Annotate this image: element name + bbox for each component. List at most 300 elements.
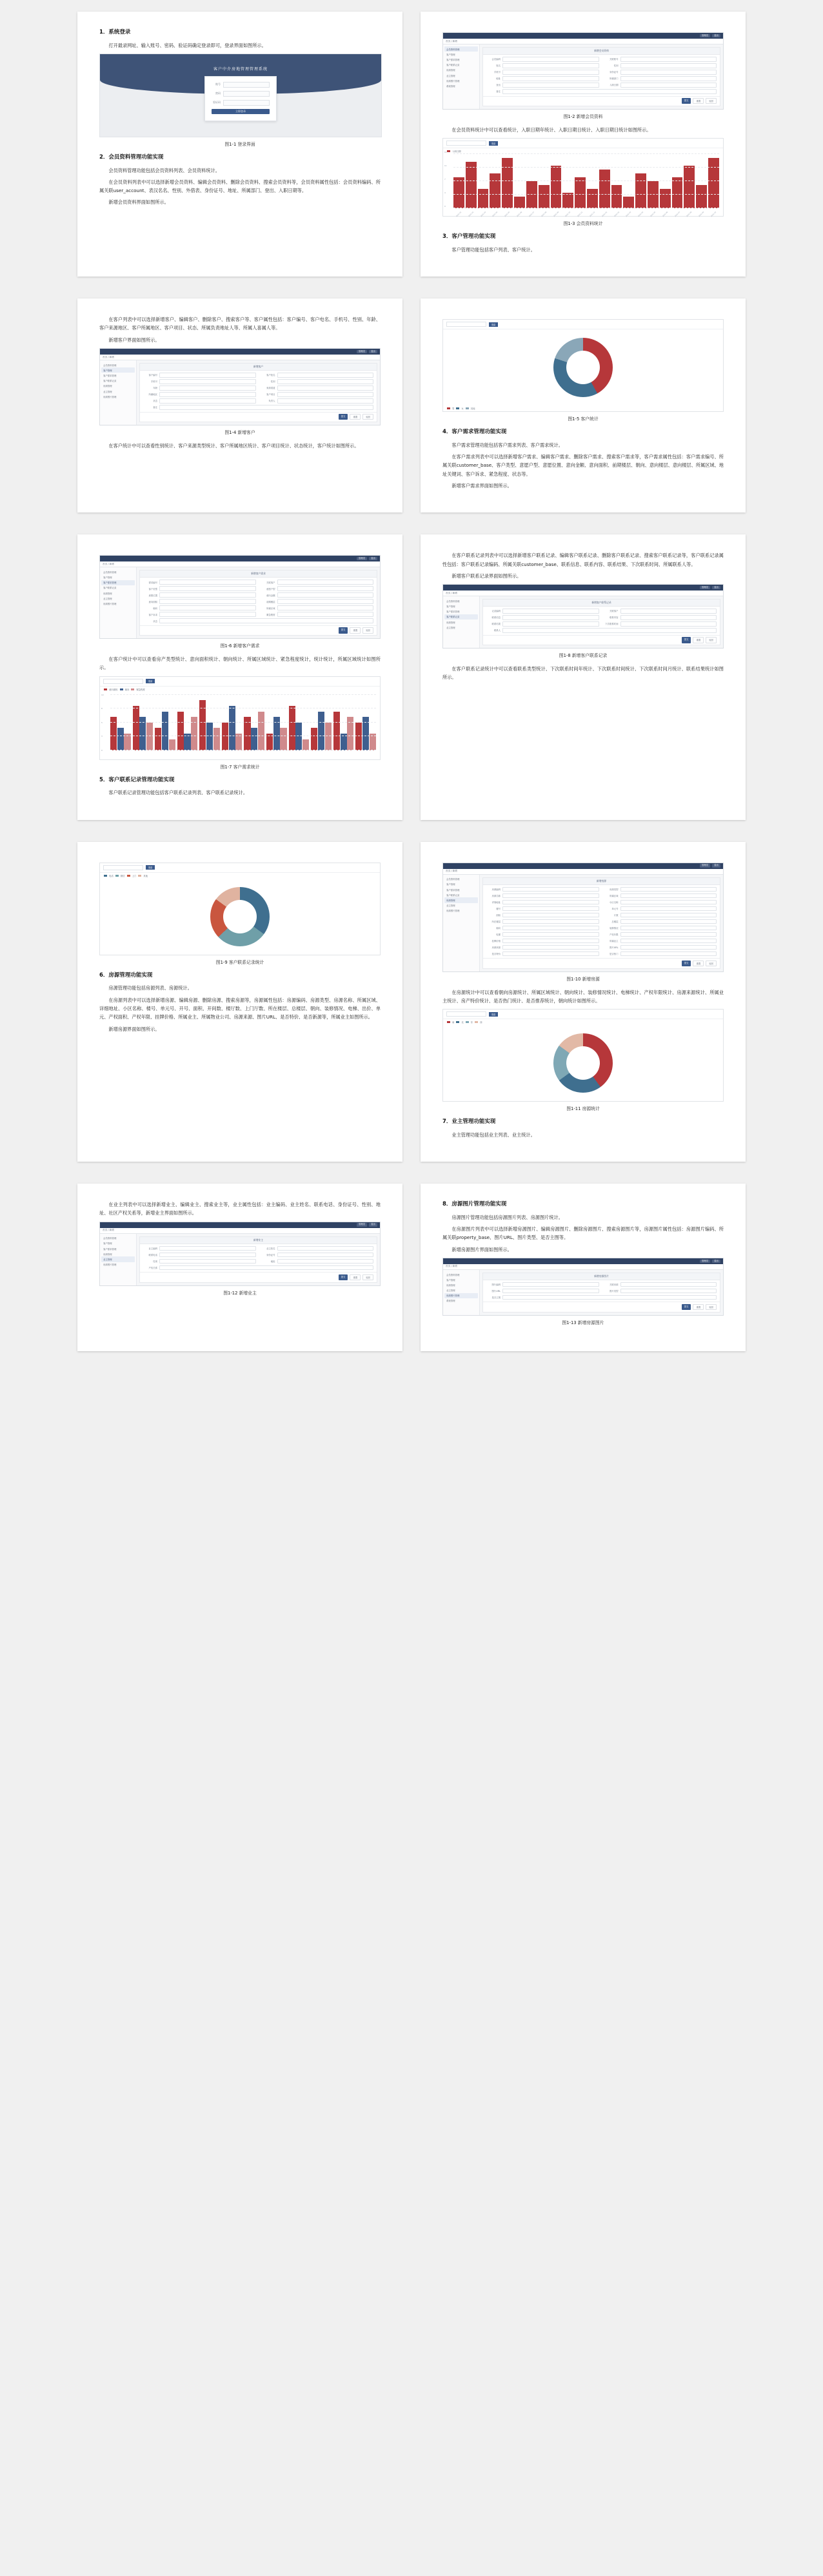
chart-filter-input[interactable] xyxy=(446,141,486,146)
submit-button[interactable]: 提交 xyxy=(682,637,691,643)
form-rows xyxy=(483,55,720,96)
x-axis-tick: 2021-02 xyxy=(468,211,474,218)
sidebar-item-owner[interactable]: 业主管理 xyxy=(103,390,112,393)
bar xyxy=(562,193,573,208)
field-input[interactable] xyxy=(277,398,374,404)
topbar-logout-button[interactable]: 退出 xyxy=(369,1223,377,1226)
paragraph: 在客户统计中可以查看房产类型统计、意向面积统计、朝向统计、所属区域统计、紧急程度统计，统计统计，所属区域统计如图所示。 xyxy=(99,656,381,671)
field-input[interactable] xyxy=(502,609,599,614)
submit-button[interactable]: 提交 xyxy=(339,1274,348,1280)
field-input[interactable] xyxy=(502,1282,599,1287)
field-input[interactable] xyxy=(159,612,256,617)
form-row xyxy=(143,405,373,410)
form-row xyxy=(143,398,256,404)
sidebar-item-owner[interactable]: 业主管理 xyxy=(446,1289,455,1293)
field-input[interactable] xyxy=(277,373,374,378)
field-label: 房源名称 xyxy=(491,894,501,897)
chart-search-button[interactable]: 搜索 xyxy=(489,322,498,327)
field-label: 联系电话 xyxy=(148,1253,157,1256)
submit-button[interactable]: 提交 xyxy=(339,627,348,633)
form-row xyxy=(604,919,717,924)
x-axis-tick: 2021-01 xyxy=(455,211,462,218)
bar xyxy=(696,185,707,208)
field-input[interactable] xyxy=(159,1253,256,1258)
sidebar-item-photo[interactable]: 房源图片管理 xyxy=(103,395,117,398)
topbar-logout-button[interactable]: 退出 xyxy=(712,1260,720,1263)
topbar-user-button[interactable]: 管理员 xyxy=(357,350,367,353)
form-row xyxy=(261,1253,374,1258)
x-axis-tick: 2022-05 xyxy=(649,211,657,218)
form-row xyxy=(486,628,717,633)
login-label-password: 密码 xyxy=(215,92,221,95)
field-input[interactable] xyxy=(277,599,374,604)
form-row xyxy=(486,919,599,924)
sidebar-item-member[interactable]: 会员资料管理 xyxy=(103,364,117,367)
field-label: 挂牌价格 xyxy=(491,939,501,942)
paragraph: 新增客户界面如图所示。 xyxy=(108,337,160,343)
field-input[interactable] xyxy=(159,392,256,397)
reset-button[interactable]: 重置 xyxy=(350,627,361,633)
bar xyxy=(355,723,362,750)
form-row xyxy=(261,1259,374,1264)
form-row xyxy=(143,599,256,604)
section-title: 房源图片管理功能实现 xyxy=(451,1201,507,1208)
field-label: 总楼层 xyxy=(611,920,619,923)
form-title: 新增房源 xyxy=(483,878,720,885)
section-heading xyxy=(442,233,724,242)
field-input[interactable] xyxy=(277,592,374,598)
figure-caption: 图1-10 新增房源 xyxy=(566,976,600,982)
section-title: 业主管理功能实现 xyxy=(451,1118,496,1126)
field-input[interactable] xyxy=(159,1246,256,1251)
sheet-9 xyxy=(77,1184,402,1351)
sidebar-item-property[interactable]: 房源管理 xyxy=(444,897,478,903)
submit-button[interactable]: 提交 xyxy=(339,414,348,420)
sidebar-item-demand[interactable]: 客户需求管理 xyxy=(101,580,135,585)
field-label: 详细地址 xyxy=(491,901,501,904)
sidebar-item-photo[interactable]: 房源图片管理 xyxy=(446,910,460,913)
field-label: 关联客户 xyxy=(609,610,619,613)
field-input[interactable] xyxy=(620,913,717,918)
form-row xyxy=(604,57,717,62)
sidebar-item-property[interactable]: 房源管理 xyxy=(446,1283,455,1287)
field-input[interactable] xyxy=(502,939,599,944)
paragraph: 业主管理功能包括业主列表、业主统计。 xyxy=(451,1131,535,1138)
field-input[interactable] xyxy=(159,1259,256,1264)
chart-filter-input[interactable] xyxy=(103,865,143,870)
sidebar-item-demand[interactable]: 客户需求管理 xyxy=(446,610,460,614)
sidebar-item-customer[interactable]: 客户管理 xyxy=(446,883,455,886)
chart-search-button[interactable]: 搜索 xyxy=(489,1012,498,1017)
field-input[interactable] xyxy=(620,887,717,892)
topbar-logout-button[interactable]: 退出 xyxy=(369,557,377,560)
sidebar-item-contact[interactable]: 客户联系记录 xyxy=(444,614,478,620)
field-label: 下次联系时间 xyxy=(605,623,619,626)
form-row xyxy=(604,932,717,937)
field-label: 单元号 xyxy=(611,907,619,910)
sidebar-item-member[interactable]: 会员资料管理 xyxy=(446,878,460,881)
sidebar-item-property[interactable]: 房源管理 xyxy=(103,385,112,388)
field-input[interactable] xyxy=(277,1253,374,1258)
form-row xyxy=(261,398,374,404)
reset-button[interactable]: 重置 xyxy=(350,414,361,420)
field-input[interactable] xyxy=(502,919,599,924)
field-label: 性别 xyxy=(270,380,275,384)
x-axis-tick: 2021-03 xyxy=(480,211,486,218)
field-input[interactable] xyxy=(277,612,374,617)
back-button[interactable]: 返回 xyxy=(706,98,717,104)
field-input[interactable] xyxy=(159,385,256,391)
field-label: 厅数 xyxy=(613,913,619,917)
legend-color-swatch xyxy=(456,1021,459,1023)
field-input[interactable] xyxy=(620,932,717,937)
login-input-password[interactable] xyxy=(223,91,270,97)
sidebar-item-demand[interactable]: 客户需求管理 xyxy=(103,375,117,377)
login-title: 客户中介房地管理管理系统 xyxy=(213,66,268,72)
field-label: 业主编码 xyxy=(148,1247,157,1250)
login-input-account[interactable] xyxy=(223,82,270,88)
field-input[interactable] xyxy=(159,592,256,598)
bar xyxy=(708,158,719,208)
form-row xyxy=(486,951,599,957)
x-axis-tick: 2022-08 xyxy=(686,211,693,218)
field-input[interactable] xyxy=(159,1265,373,1271)
field-input[interactable] xyxy=(620,900,717,905)
field-input[interactable] xyxy=(620,615,717,620)
legend-label: 西 xyxy=(480,1021,482,1024)
back-button[interactable]: 返回 xyxy=(706,637,717,643)
field-label: 紧急程度 xyxy=(266,613,275,616)
form-row xyxy=(604,926,717,931)
sidebar-item-system[interactable]: 系统管理 xyxy=(446,1300,455,1303)
app-topbar xyxy=(443,585,723,590)
sidebar-item-customer[interactable]: 客户管理 xyxy=(103,1242,112,1245)
login-row-captcha xyxy=(212,100,270,106)
submit-button[interactable]: 提交 xyxy=(682,98,691,104)
y-axis-label: 11 xyxy=(444,164,447,168)
reset-button[interactable]: 重置 xyxy=(350,1274,361,1280)
field-label: 图片类型 xyxy=(609,1290,619,1293)
sidebar-item-owner[interactable]: 业主管理 xyxy=(101,1256,135,1262)
field-input[interactable] xyxy=(277,1259,374,1264)
sidebar-item-contact[interactable]: 客户联系记录 xyxy=(446,893,460,897)
figure-caption: 图1-9 客户联系记录统计 xyxy=(215,959,264,965)
app-body xyxy=(100,360,380,425)
field-input[interactable] xyxy=(502,926,599,931)
chart-filter-input[interactable] xyxy=(446,322,486,327)
submit-button[interactable]: 提交 xyxy=(682,961,691,966)
form-row xyxy=(143,586,256,591)
login-row-password xyxy=(212,91,270,97)
field-input[interactable] xyxy=(620,893,717,899)
form-row xyxy=(604,906,717,912)
back-button[interactable]: 返回 xyxy=(362,1274,373,1280)
breadcrumb: 首页 / 新增 xyxy=(446,1265,457,1268)
legend-label: 北 xyxy=(461,1021,464,1024)
login-submit-button[interactable]: 立即登录 xyxy=(212,109,270,114)
field-label: 意愿位置 xyxy=(148,594,157,597)
sidebar-item-property[interactable]: 房源管理 xyxy=(103,1253,112,1256)
topbar-logout-button[interactable]: 退出 xyxy=(369,350,377,353)
field-input[interactable] xyxy=(502,621,599,627)
field-label: 性别 xyxy=(153,1260,157,1263)
field-input[interactable] xyxy=(502,83,599,88)
chart-search-button[interactable]: 搜索 xyxy=(489,141,498,146)
sheet-2 xyxy=(421,12,746,277)
field-input[interactable] xyxy=(620,609,717,614)
figure-add-photo xyxy=(442,1258,724,1316)
form-row xyxy=(143,592,256,598)
field-input[interactable] xyxy=(620,939,717,944)
legend-color-swatch xyxy=(456,407,459,409)
sidebar-item-demand[interactable]: 客户需求管理 xyxy=(446,888,460,892)
sidebar-item-customer[interactable]: 客户管理 xyxy=(103,576,112,580)
field-input[interactable] xyxy=(277,1246,374,1251)
form-rows xyxy=(140,1244,377,1273)
reset-button[interactable]: 重置 xyxy=(693,1304,704,1310)
field-label: 手机号 xyxy=(150,380,157,384)
sidebar-item-owner[interactable]: 业主管理 xyxy=(103,597,112,600)
field-input[interactable] xyxy=(159,405,373,410)
sidebar-item-owner[interactable]: 业主管理 xyxy=(446,74,455,77)
field-input[interactable] xyxy=(277,379,374,384)
figure-caption: 图1-6 新增客户需求 xyxy=(220,643,260,649)
sidebar-item-contact[interactable]: 客户联系记录 xyxy=(103,587,117,590)
legend-color-swatch xyxy=(447,407,450,409)
field-input[interactable] xyxy=(502,951,599,957)
form-row xyxy=(261,605,374,610)
field-input[interactable] xyxy=(620,951,717,957)
back-button[interactable]: 返回 xyxy=(706,1304,717,1310)
field-input[interactable] xyxy=(620,1289,717,1294)
app-topbar xyxy=(100,556,380,561)
form-card xyxy=(139,363,377,422)
figure-customer-stats xyxy=(442,319,724,412)
field-input[interactable] xyxy=(159,605,256,610)
chart-search-button[interactable]: 搜索 xyxy=(146,679,155,683)
sidebar-item-property[interactable]: 房源管理 xyxy=(446,621,455,624)
field-input[interactable] xyxy=(277,385,374,391)
field-input[interactable] xyxy=(620,945,717,950)
sidebar-item-member[interactable]: 会员资料管理 xyxy=(446,600,460,603)
bar xyxy=(648,181,659,208)
y-axis-label: 10 xyxy=(101,693,104,696)
field-label: 记录编码 xyxy=(491,610,501,613)
form-row xyxy=(486,70,599,75)
field-input[interactable] xyxy=(620,76,717,81)
field-input[interactable] xyxy=(502,63,599,68)
field-input[interactable] xyxy=(620,70,717,75)
sidebar-item-contact[interactable]: 客户联系记录 xyxy=(103,380,117,383)
sidebar-item-demand[interactable]: 客户需求管理 xyxy=(103,1247,117,1251)
field-input[interactable] xyxy=(277,580,374,585)
field-input[interactable] xyxy=(502,70,599,75)
sidebar-item-customer[interactable]: 客户管理 xyxy=(446,605,455,608)
sidebar-item-owner[interactable]: 业主管理 xyxy=(446,626,455,629)
field-input[interactable] xyxy=(620,1282,717,1287)
app-breadcrumb-bar xyxy=(100,561,380,567)
form-title: 新增业主 xyxy=(140,1237,377,1244)
legend-label: 东 xyxy=(470,1021,473,1024)
topbar-logout-button[interactable]: 退出 xyxy=(712,34,720,37)
bar xyxy=(206,723,213,750)
field-label: 状态 xyxy=(153,620,157,623)
field-input[interactable] xyxy=(620,621,717,627)
field-input[interactable] xyxy=(277,586,374,591)
chart-filter-input[interactable] xyxy=(446,1011,486,1017)
field-label: 所属区域 xyxy=(609,894,619,897)
sidebar-item-photo[interactable]: 房源图片管理 xyxy=(103,1264,117,1267)
app-body xyxy=(443,1270,723,1315)
field-label: 所属业主 xyxy=(609,939,619,942)
app-sidebar xyxy=(443,1270,480,1315)
form-row xyxy=(486,932,599,937)
bar xyxy=(222,723,228,750)
back-button[interactable]: 返回 xyxy=(362,627,373,633)
field-input[interactable] xyxy=(620,926,717,931)
chart-toolbar xyxy=(443,320,723,329)
figure-add-property xyxy=(442,863,724,972)
sidebar-item-customer[interactable]: 客户管理 xyxy=(101,367,135,373)
back-button[interactable]: 返回 xyxy=(706,961,717,966)
field-input[interactable] xyxy=(502,887,599,892)
chart-search-button[interactable]: 搜索 xyxy=(146,865,155,870)
field-label: 客户编号 xyxy=(148,374,157,377)
field-input[interactable] xyxy=(620,906,717,912)
sidebar-item-member[interactable]: 会员资料管理 xyxy=(446,1273,460,1276)
field-input[interactable] xyxy=(159,580,256,585)
section-title: 客户联系记录管理功能实现 xyxy=(108,776,175,783)
field-input[interactable] xyxy=(277,605,374,610)
topbar-logout-button[interactable]: 退出 xyxy=(712,586,720,589)
sidebar-item-customer[interactable]: 客户管理 xyxy=(446,53,455,56)
field-input[interactable] xyxy=(502,893,599,899)
field-label: 房源来源 xyxy=(491,946,501,949)
bar xyxy=(539,185,550,208)
field-label: 所属区域 xyxy=(266,607,275,610)
topbar-logout-button[interactable]: 退出 xyxy=(712,864,720,867)
reset-button[interactable]: 重置 xyxy=(693,98,704,104)
topbar-user-button[interactable]: 管理员 xyxy=(357,1223,367,1226)
form-row xyxy=(143,1246,256,1251)
field-label: 装修情况 xyxy=(609,926,619,930)
field-input[interactable] xyxy=(502,913,599,918)
field-input[interactable] xyxy=(620,919,717,924)
field-input[interactable] xyxy=(502,906,599,912)
reset-button[interactable]: 重置 xyxy=(693,637,704,643)
form-row xyxy=(261,379,374,384)
field-input[interactable] xyxy=(277,392,374,397)
form-row xyxy=(261,612,374,617)
back-button[interactable]: 返回 xyxy=(362,414,373,420)
form-row xyxy=(604,893,717,899)
form-rows xyxy=(483,1280,720,1302)
topbar-user-button[interactable]: 管理员 xyxy=(700,586,710,589)
reset-button[interactable]: 重置 xyxy=(693,961,704,966)
field-input[interactable] xyxy=(159,373,256,378)
field-input[interactable] xyxy=(502,89,717,94)
field-label: 来源渠道 xyxy=(266,387,275,390)
figure-member-stats xyxy=(442,138,724,217)
field-input[interactable] xyxy=(502,57,599,62)
topbar-user-button[interactable]: 管理员 xyxy=(700,34,710,37)
field-input[interactable] xyxy=(620,57,717,62)
field-input[interactable] xyxy=(502,932,599,937)
field-input[interactable] xyxy=(502,945,599,950)
topbar-user-button[interactable]: 管理员 xyxy=(700,864,710,867)
bar xyxy=(660,189,671,208)
bar-cluster xyxy=(333,712,354,750)
field-label: 小区名称 xyxy=(609,901,619,904)
app-main xyxy=(137,1234,380,1285)
field-input[interactable] xyxy=(502,1289,599,1294)
field-input[interactable] xyxy=(620,63,717,68)
form-row xyxy=(604,887,717,892)
submit-button[interactable]: 提交 xyxy=(682,1304,691,1310)
app-body xyxy=(100,567,380,638)
field-input[interactable] xyxy=(620,83,717,88)
bar xyxy=(280,728,286,750)
sidebar-item-member[interactable]: 会员资料管理 xyxy=(444,46,478,52)
sidebar-item-demand[interactable]: 客户需求管理 xyxy=(446,58,460,61)
form-row xyxy=(486,57,599,62)
field-input[interactable] xyxy=(502,76,599,81)
sidebar-item-property[interactable]: 房源管理 xyxy=(103,592,112,595)
field-input[interactable] xyxy=(502,1295,717,1300)
figure-caption: 图1-8 新增客户联系记录 xyxy=(559,653,608,659)
sidebar-item-member[interactable]: 会员资料管理 xyxy=(103,1237,117,1240)
section-heading xyxy=(99,28,381,37)
field-input[interactable] xyxy=(502,628,717,633)
form-row xyxy=(604,609,717,614)
sidebar-item-member[interactable]: 会员资料管理 xyxy=(103,571,117,574)
field-input[interactable] xyxy=(502,900,599,905)
topbar-user-button[interactable]: 管理员 xyxy=(357,557,367,560)
form-rows xyxy=(140,578,377,625)
figure-caption: 图1-5 客户统计 xyxy=(568,416,599,422)
figure-caption: 图1-7 客户需求统计 xyxy=(220,764,260,770)
field-input[interactable] xyxy=(502,615,599,620)
topbar-user-button[interactable]: 管理员 xyxy=(700,1260,710,1263)
section-number: 1． xyxy=(99,29,109,35)
login-label-captcha: 验证码 xyxy=(213,101,221,104)
legend-color-swatch xyxy=(104,688,107,690)
sidebar-item-photo[interactable]: 房源图片管理 xyxy=(446,79,460,83)
sidebar-item-photo[interactable]: 房源图片管理 xyxy=(103,602,117,605)
sidebar-item-owner[interactable]: 业主管理 xyxy=(446,904,455,908)
sidebar-item-customer[interactable]: 客户管理 xyxy=(446,1278,455,1282)
figure-add-owner xyxy=(99,1222,381,1286)
field-input[interactable] xyxy=(159,398,256,404)
field-input[interactable] xyxy=(159,599,256,604)
app-main xyxy=(480,875,723,971)
login-input-captcha[interactable] xyxy=(223,100,270,106)
bar xyxy=(502,158,513,208)
field-label: 前期楼层 xyxy=(266,600,275,603)
field-input[interactable] xyxy=(159,586,256,591)
sidebar-item-contact[interactable]: 客户联系记录 xyxy=(446,64,460,67)
field-input[interactable] xyxy=(159,618,373,623)
chart-filter-input[interactable] xyxy=(103,679,143,684)
field-input[interactable] xyxy=(159,379,256,384)
form-card xyxy=(139,570,377,636)
sidebar-item-photo[interactable]: 房源图片管理 xyxy=(444,1293,478,1298)
field-label: 意向金额 xyxy=(266,594,275,597)
sidebar-item-property[interactable]: 房源管理 xyxy=(446,69,455,72)
sidebar-item-system[interactable]: 系统管理 xyxy=(446,84,455,88)
y-axis-label: 3 xyxy=(101,735,103,738)
paragraph: 房源图片管理功能包括房源图片列表、房源图片统计。 xyxy=(451,1214,563,1220)
